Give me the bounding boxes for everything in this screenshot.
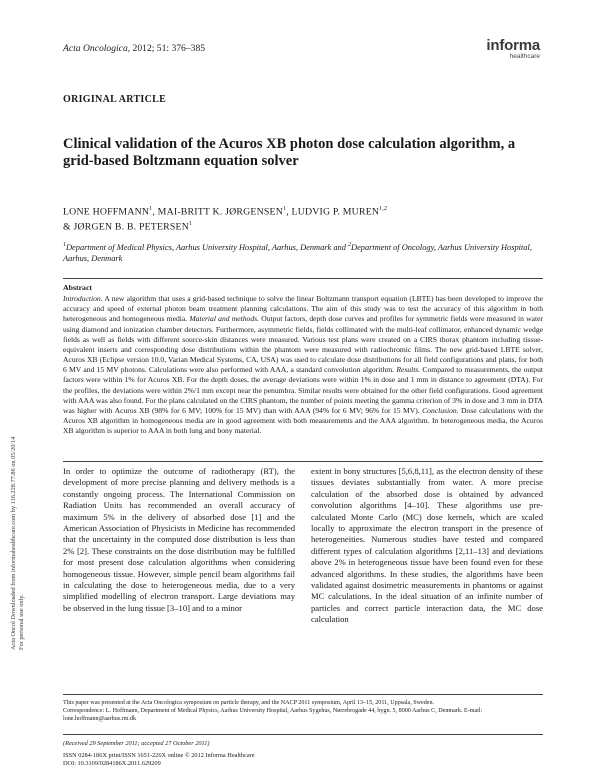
journal-citation	[63, 43, 205, 54]
body-column-right: extent in bony structures [5,6,8,11], as the electron density of these tissues deviates substantially from water. A more precise calculation of the absorbed dose is obtained by advanced convolution algorithms [4–10]. These algorithms use pre-calculated Monte Carlo (MC) dose kernels, which are scaled locally to approximate the electron transport in the presence of heterogeneities. Numerous studies have tested and compared different types of calculation algorithms [2,11–13] and deviations above 2% in heterogeneous tissue have been found even for these advanced algorithms. In these studies, the algorithms have been validated against dosimetric measurements in phantoms or against MC calculations. In the ideal situation of an infinite number of particles and correct particle interaction data, the MC dose calculation	[311, 466, 543, 625]
doi: DOI: 10.3109/0284186X.2011.629209	[63, 760, 161, 767]
author: & JØRGEN B. B. PETERSEN	[63, 221, 189, 233]
author-affil-ref: 1,2	[379, 206, 388, 212]
download-stamp	[4, 90, 28, 650]
download-stamp-note: For personal use only.	[18, 594, 25, 650]
abstract-label: Introduction.	[63, 294, 103, 304]
author: MAI-BRITT K. JØRGENSEN	[157, 206, 283, 218]
publication-info	[63, 752, 543, 768]
divider	[63, 694, 543, 695]
author: LONE HOFFMANN	[63, 206, 150, 218]
abstract	[63, 283, 543, 436]
section-label: ORIGINAL ARTICLE	[63, 94, 167, 105]
affiliation: Department of Oncology, Aarhus University Hospital, Aarhus, Denmark	[63, 242, 532, 263]
publisher-subname: healthcare	[509, 53, 540, 60]
author: LUDVIG P. MUREN	[291, 206, 380, 218]
body-column-left: In order to optimize the outcome of radiotherapy (RT), the development of more precise planning and delivery methods is a constantly ongoing process. The International Commission on Radiation Units has recommended an overall accuracy of maximum 5% in the delivery of absorbed dose [1] and the American Association of Physicists in Medicine has recommended that the uncertainty in the computed dose distribution is less than 2% [2]. These constraints on the dose distribution may be fulfilled for most present dose calculation algorithms when considering homogeneous tissue. However, simple pencil beam algorithms fail in calculating the dose to heterogeneous media, due to a very simplified modelling of electron transport. Large deviations may be observed in the lung tissue [3–10] and to a minor	[63, 466, 295, 613]
footnote-correspondence: Correspondence: L. Hoffmann, Department of Medical Physics, Aarhus University Hospital, Aarhus Sygehus, Nørrebrogade 44, bygn. 5, 8000 Aarhus C, Denmark. E-mail: lone.hoffmann@aarhus.rm.dk	[63, 708, 483, 722]
download-stamp-line: Acta Oncol Downloaded from informahealthcare.com by 116.228.77.86 on 05/20/14	[10, 436, 17, 650]
author-list: LONE HOFFMANN$^1$, MAI-BRITT K. JØRGENSEN$^1$, LUDVIG P. MUREN$^{1,2}$ & JØRGEN B. B. PETERSEN$^1$	[63, 206, 388, 233]
footnote-presentation: This paper was presented at the Acta Oncologica symposium on particle therapy, and the NACP 2011 symposium, April 13–15, 2011, Uppsala, Sweden.	[63, 700, 435, 706]
received-dates: (Received 29 September 2011; accepted 27 October 2011)	[63, 740, 210, 747]
publisher-name: informa	[486, 37, 540, 54]
affiliations: $^1$Department of Medical Physics, Aarhus University Hospital, Aarhus, Denmark and $^2$Department of Oncology, Aarhus University Hospital, Aarhus, Denmark	[63, 242, 532, 263]
footnote	[63, 699, 543, 723]
author-affil-ref: 1	[149, 206, 153, 212]
divider	[63, 278, 543, 279]
abstract-label: Material and methods.	[189, 314, 259, 324]
abstract-heading: Abstract	[63, 283, 93, 292]
journal-name: Acta Oncologica,	[63, 43, 131, 54]
publisher-logo	[486, 38, 540, 61]
author-affil-ref: 1	[189, 221, 193, 228]
abstract-label: Results.	[396, 365, 421, 375]
divider	[63, 734, 543, 735]
abstract-label: Conclusion.	[422, 405, 459, 415]
divider	[63, 461, 543, 462]
issn: ISSN 0284-186X print/ISSN 1651-226X online © 2012 Informa Healthcare	[63, 752, 255, 759]
affiliation: Department of Medical Physics, Aarhus University Hospital, Aarhus, Denmark and	[66, 242, 349, 252]
article-title: Clinical validation of the Acuros XB photon dose calculation algorithm, a grid-based Boltzmann equation solver	[63, 136, 516, 169]
author-affil-ref: 1	[283, 206, 287, 212]
journal-volume: 2012; 51: 376–385	[132, 43, 206, 54]
abstract-text: Introduction. A new algorithm that uses a grid-based technique to solve the linear Boltzmann transport equation (LBTE) has been developed to improve the accuracy and speed of external photon beam treatment planning calculations. The aim of this study was to test the accuracy of this algorithm in both heterogeneous and homogeneous media. Material and methods. Output factors, depth dose curves and profiles for symmetric fields were measured in water using diamond and ionization chamber detectors. Furthermore, asymmetric fields, fields collimated with the multi-leaf collimator, enhanced dynamic wedge fields as well as fields with different source-skin distances were measured. Various test plans were created on a CIRS thorax phantom including tissue-equivalent inserts and corresponding dose distributions within the phantom were measured with radiochromic films. The new grid-based LBTE solver, Acuros XB (Eclipse version 10.0, Varian Medical Systems, CA, USA) was used to calculate dose distributions for all field configurations and plans, for both 6 MV and 15 MV photons. Calculations were also performed with AAA, a standard convolution algorithm. Results. Compared to measurements, the output factors were within 1% for Acuros XB. For the depth doses, the average deviations were within 1% in dose and 1 mm in distance to agreement (DTA). For the profiles, the deviations were within 2%/1 mm except near the penumbra. Similar results were obtained for the other field configurations. Good agreement with AAA was also found. For the plans calculated on the CIRS phantom, the number of points meeting the gamma criterion of 3% in dose and 3 mm in DTA was higher with Acuros XB (98% for 6 MV; 100% for 15 MV) than with AAA (94% for 6 MV; 96% for 15 MV). Conclusion. Dose calculations with the Acuros XB algorithm in homogeneous media are in good agreement with both measurements and the AAA algorithm. In heterogeneous media, the Acuros XB algorithm is superior to AAA in both lung and bony material.	[63, 294, 543, 436]
